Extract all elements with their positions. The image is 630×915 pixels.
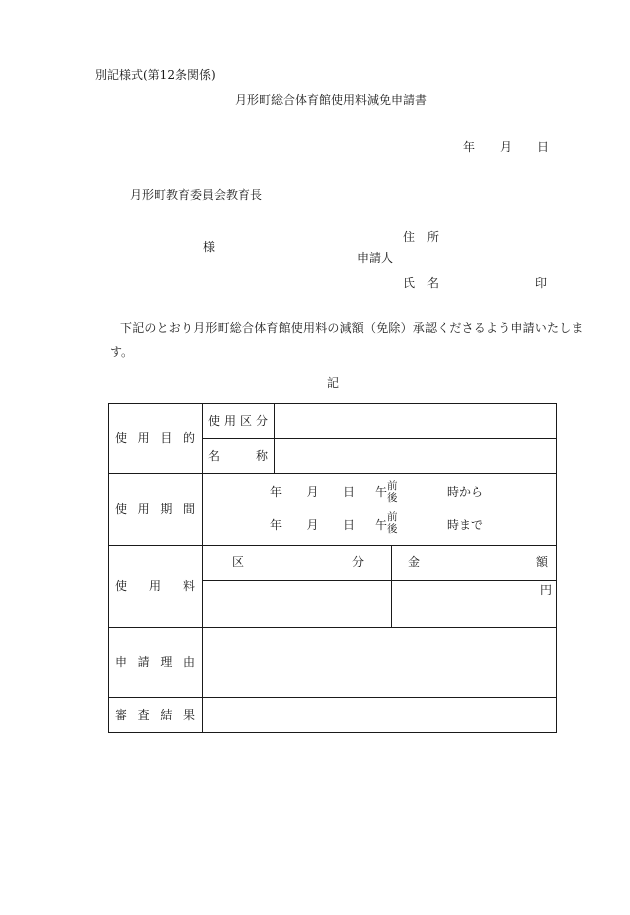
row-divider [109, 627, 556, 628]
seal-mark: 印 [535, 276, 548, 290]
period-start-meridiem: 午 [375, 485, 388, 499]
row-divider [109, 473, 556, 474]
period-end-suffix: 時まで [447, 518, 484, 532]
period-start-suffix: 時から [447, 485, 484, 499]
review-label: 審 査 結 果 [115, 708, 195, 722]
note-heading: 記 [327, 376, 340, 390]
period-label: 使 用 期 間 [115, 502, 195, 516]
addressee-honorific: 様 [203, 240, 216, 254]
reason-label: 申 請 理 由 [115, 655, 195, 669]
pm-option: 後 [387, 523, 398, 535]
addressee-name: 月形町教育委員会教育長 [130, 188, 263, 202]
period-end-ampm [387, 511, 398, 535]
applicant-address-label: 住 所 [403, 230, 439, 244]
applicant-name-label: 氏 名 [403, 276, 439, 290]
fee-amount-header: 金 額 [408, 555, 548, 569]
row-divider [109, 697, 556, 698]
usage-category-label: 使 用 区 分 [208, 414, 268, 428]
applicant-label: 申請人 [357, 251, 394, 265]
document-title: 月形町総合体育館使用料減免申請書 [235, 93, 428, 107]
fee-label: 使 用 料 [115, 579, 195, 593]
am-option: 前 [387, 480, 398, 492]
period-end-meridiem: 午 [375, 518, 388, 532]
period-start-date: 年 月 日 [270, 485, 355, 499]
purpose-sub-row-divider [202, 438, 556, 439]
application-table [108, 403, 557, 733]
pm-option: 後 [387, 492, 398, 504]
label-column-divider [202, 404, 203, 732]
body-text-line-1: 下記のとおり月形町総合体育館使用料の減額（免除）承認くださるよう申請いたしま [120, 321, 584, 335]
fee-header-divider [202, 580, 556, 581]
am-option: 前 [387, 511, 398, 523]
row-divider [109, 545, 556, 546]
usage-name-label: 名 称 [208, 449, 268, 463]
period-start-ampm [387, 480, 398, 504]
body-text-line-2: す。 [110, 345, 134, 359]
purpose-label: 使 用 目 的 [115, 431, 195, 445]
period-end-date: 年 月 日 [270, 518, 355, 532]
currency-unit: 円 [540, 583, 553, 597]
fee-category-header: 区 分 [232, 555, 364, 569]
date-line: 年 月 日 [463, 140, 549, 154]
fee-column-divider [391, 545, 392, 627]
form-reference: 別記様式(第12条関係) [95, 68, 216, 82]
